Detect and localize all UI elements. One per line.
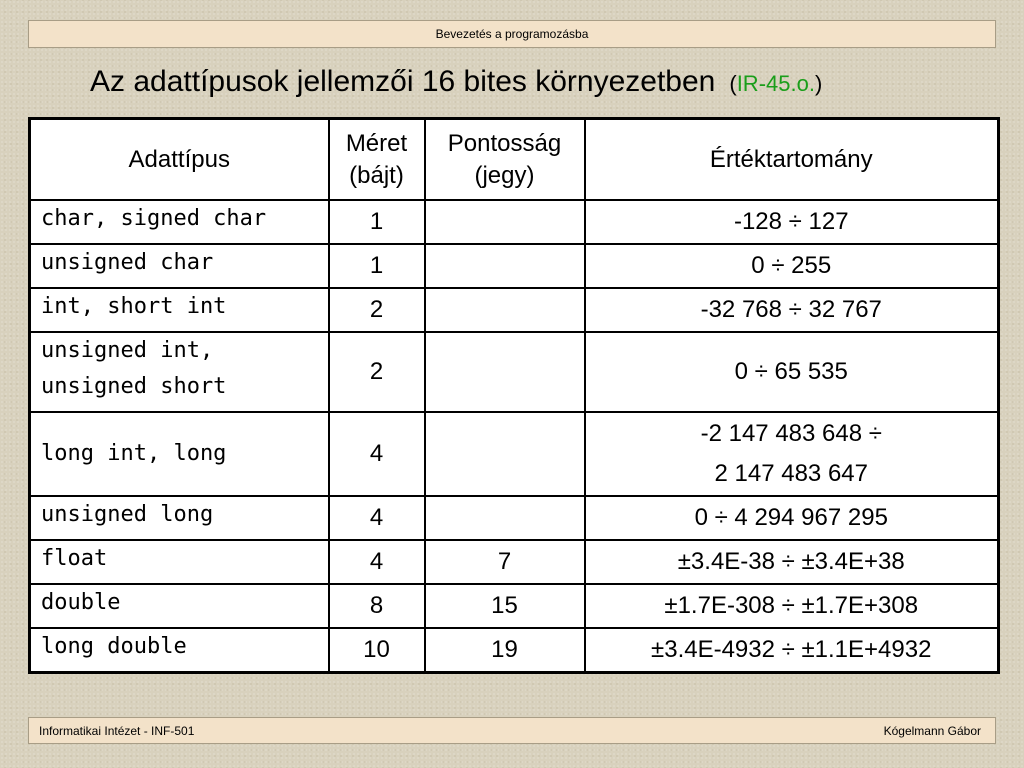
- cell-range-line1: -2 147 483 648 ÷: [700, 420, 882, 447]
- cell-size: 4: [329, 540, 425, 584]
- table-row: [30, 288, 999, 332]
- footer-right: Kógelmann Gábor: [883, 723, 981, 738]
- cell-precision: [425, 200, 585, 244]
- cell-type-line2: unsigned short: [41, 374, 227, 399]
- header-precision-line2: (jegy): [474, 161, 535, 189]
- cell-range: -32 768 ÷ 32 767: [585, 288, 999, 332]
- cell-range: ±1.7E-308 ÷ ±1.7E+308: [585, 584, 999, 628]
- header-size: [329, 119, 425, 201]
- slide-title: [90, 62, 990, 102]
- cell-type: [30, 332, 329, 412]
- cell-precision: 15: [425, 584, 585, 628]
- header-precision-line1: Pontosság: [447, 129, 562, 157]
- cell-size: 4: [329, 496, 425, 540]
- cell-size: 2: [329, 288, 425, 332]
- cell-precision: [425, 412, 585, 496]
- cell-precision: 7: [425, 540, 585, 584]
- cell-type-line1: unsigned int,: [41, 338, 214, 363]
- cell-range: 0 ÷ 255: [585, 244, 999, 288]
- header-type: Adattípus: [30, 119, 329, 201]
- ref-code: IR-45.o.: [736, 71, 815, 96]
- cell-range: [585, 412, 999, 496]
- header-bar: [28, 20, 996, 48]
- cell-size: 8: [329, 584, 425, 628]
- table-row: [30, 540, 999, 584]
- cell-size: 1: [329, 244, 425, 288]
- cell-size: 10: [329, 628, 425, 672]
- cell-precision: [425, 332, 585, 412]
- table-row: [30, 244, 999, 288]
- cell-range: 0 ÷ 65 535: [585, 332, 999, 412]
- table-row: [30, 628, 999, 672]
- cell-range: ±3.4E-4932 ÷ ±1.1E+4932: [585, 628, 999, 672]
- footer-left: Informatikai Intézet - INF-501: [39, 723, 195, 738]
- table-row: [30, 584, 999, 628]
- title-reference: [729, 71, 822, 96]
- cell-type: unsigned long: [30, 496, 329, 540]
- cell-size: 2: [329, 332, 425, 412]
- cell-type: long double: [30, 628, 329, 672]
- table-row: [30, 200, 999, 244]
- title-main: Az adattípusok jellemzői 16 bites környezetben: [90, 65, 716, 98]
- cell-precision: [425, 288, 585, 332]
- cell-type: long int, long: [30, 412, 329, 496]
- cell-range: -128 ÷ 127: [585, 200, 999, 244]
- cell-size: 1: [329, 200, 425, 244]
- cell-range: ±3.4E-38 ÷ ±3.4E+38: [585, 540, 999, 584]
- table-header-row: [30, 119, 999, 201]
- cell-type: unsigned char: [30, 244, 329, 288]
- table-row: [30, 332, 999, 412]
- footer-bar: [28, 717, 996, 744]
- header-size-line1: Méret: [345, 129, 408, 157]
- header-precision: [425, 119, 585, 201]
- cell-type: int, short int: [30, 288, 329, 332]
- table-row: [30, 496, 999, 540]
- cell-type: char, signed char: [30, 200, 329, 244]
- header-text: Bevezetés a programozásba: [435, 27, 589, 41]
- ref-open: (: [729, 71, 737, 96]
- ref-close: ): [814, 71, 823, 96]
- data-types-table: [28, 117, 1000, 674]
- header-range: Értéktartomány: [585, 119, 999, 201]
- cell-range-line2: 2 147 483 647: [714, 460, 868, 487]
- table-row: [30, 412, 999, 496]
- cell-range: 0 ÷ 4 294 967 295: [585, 496, 999, 540]
- cell-type: double: [30, 584, 329, 628]
- cell-size: 4: [329, 412, 425, 496]
- header-size-line2: (bájt): [349, 161, 404, 189]
- cell-precision: 19: [425, 628, 585, 672]
- cell-precision: [425, 496, 585, 540]
- cell-type: float: [30, 540, 329, 584]
- cell-precision: [425, 244, 585, 288]
